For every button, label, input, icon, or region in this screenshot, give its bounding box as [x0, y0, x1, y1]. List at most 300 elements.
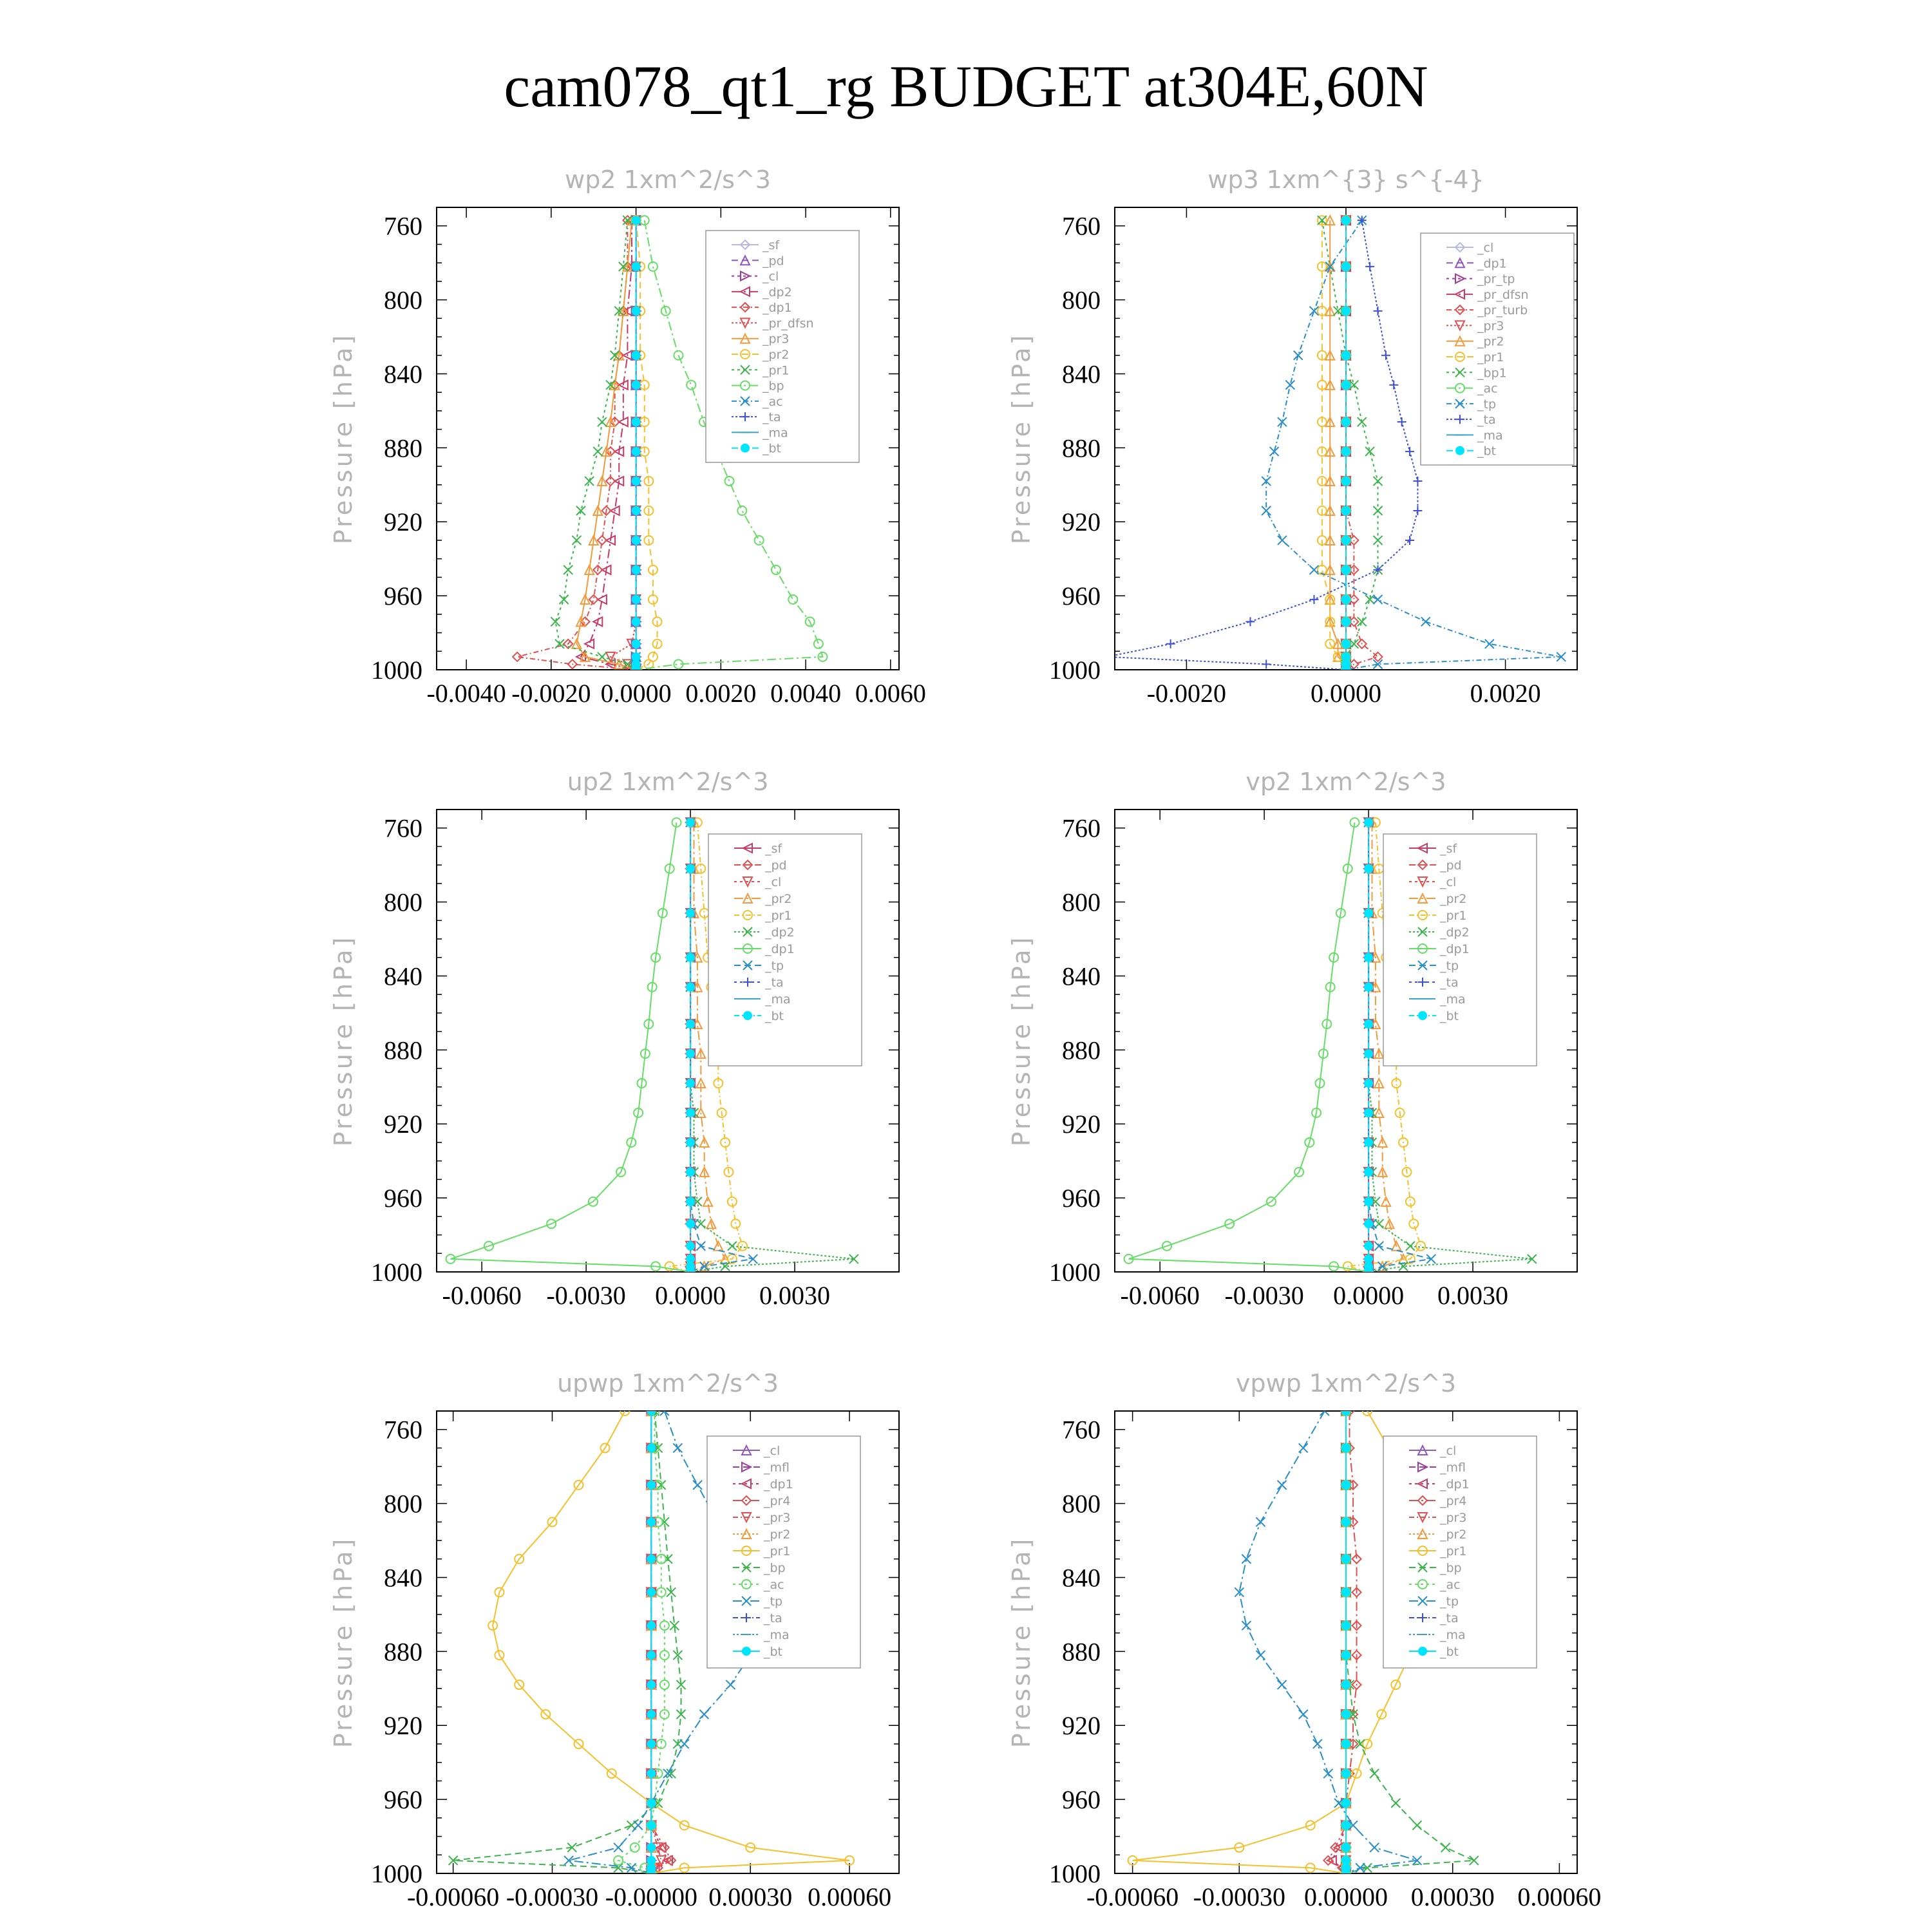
y-tick-label: 920: [384, 507, 422, 537]
legend-label: _pr3: [1440, 1511, 1467, 1525]
data-point: [1374, 595, 1383, 604]
panel-title: vp2 1xm^2/s^3: [1245, 768, 1446, 796]
series-line-ta: [1107, 220, 1418, 670]
legend-label: _ta: [762, 410, 781, 425]
legend-label: _ac: [762, 394, 783, 409]
data-point: [1341, 1710, 1350, 1719]
y-tick-label: 760: [1062, 211, 1101, 241]
legend-label: _ma: [1477, 428, 1503, 443]
x-tick-label: -0.00000: [605, 1882, 698, 1911]
data-point: [699, 1710, 708, 1719]
data-point: [1341, 1843, 1350, 1852]
legend-label: _ta: [764, 1611, 782, 1625]
legend-label: _bt: [1477, 444, 1497, 459]
data-point: [1299, 1710, 1308, 1719]
legend-label: _pr1: [762, 363, 790, 378]
x-tick-label: 0.0020: [1470, 679, 1541, 708]
data-point: [1341, 1443, 1350, 1452]
y-tick-label: 1000: [371, 1859, 422, 1888]
data-point: [1278, 417, 1287, 426]
panel-title: vpwp 1xm^2/s^3: [1235, 1369, 1457, 1397]
figure-title: cam078_qt1_rg BUDGET at304E,60N: [504, 53, 1428, 119]
data-point: [1341, 1769, 1350, 1778]
legend-label: _bt: [762, 441, 782, 456]
data-point: [1364, 1267, 1373, 1276]
x-tick-label: -0.0060: [442, 1281, 522, 1310]
panel-0: [329, 166, 926, 708]
legend-label: _ma: [1440, 1628, 1466, 1642]
legend-label: _ta: [1440, 976, 1459, 990]
y-tick-label: 840: [384, 1563, 422, 1593]
data-point: [686, 1138, 695, 1147]
data-point: [1441, 1843, 1450, 1852]
legend-label: _dp1: [764, 1477, 793, 1492]
legend-label: _tp: [1440, 959, 1459, 973]
data-point: [1364, 1138, 1373, 1147]
data-point: [1235, 1587, 1244, 1596]
data-point: [1364, 1219, 1373, 1228]
data-point: [1299, 1443, 1308, 1452]
legend-label: _cl: [1440, 875, 1457, 889]
x-tick-label: 0.00000: [1304, 1882, 1388, 1911]
x-tick-label: 0.00060: [808, 1882, 892, 1911]
data-point: [1421, 617, 1430, 626]
data-point: [1341, 565, 1350, 574]
data-point: [1370, 1843, 1379, 1852]
x-tick-label: -0.00030: [506, 1882, 599, 1911]
data-point: [1341, 1587, 1350, 1596]
data-point: [1405, 447, 1414, 456]
panel-2: [329, 768, 899, 1310]
data-point: [564, 1856, 573, 1865]
legend-label: _cl: [762, 269, 779, 284]
data-point: [649, 262, 658, 271]
data-point: [630, 1843, 639, 1852]
data-point: [686, 1219, 695, 1228]
data-point: [647, 1821, 656, 1830]
legend-label: _ac: [764, 1578, 784, 1592]
data-point: [1262, 477, 1271, 486]
data-point: [1364, 1049, 1373, 1058]
data-point: [1341, 381, 1350, 390]
data-point: [1364, 983, 1373, 992]
y-axis-label: Pressure [hPa]: [1007, 1536, 1036, 1748]
y-tick-label: 880: [384, 433, 422, 463]
y-axis-label: Pressure [hPa]: [1007, 332, 1036, 545]
data-point: [1341, 595, 1350, 604]
data-point: [1364, 909, 1373, 918]
data-point: [1166, 639, 1175, 649]
data-point: [1405, 536, 1414, 545]
y-axis-label: Pressure [hPa]: [329, 1536, 357, 1748]
data-point: [632, 536, 641, 545]
data-point: [1364, 1079, 1373, 1088]
y-tick-label: 880: [1062, 433, 1101, 463]
panel-1: [1007, 166, 1577, 708]
legend-label: _pr2: [1477, 334, 1504, 349]
x-tick-label: 0.0020: [685, 679, 757, 708]
y-tick-label: 920: [1062, 507, 1101, 537]
legend-label: _pr2: [1440, 1528, 1467, 1542]
data-point: [632, 307, 641, 316]
data-point: [1374, 307, 1383, 316]
data-point: [1341, 307, 1350, 316]
data-point: [1381, 351, 1390, 360]
y-tick-label: 800: [1062, 887, 1101, 917]
legend-label: _pr1: [764, 1544, 791, 1558]
legend-label: _dp1: [762, 301, 792, 316]
legend-label: _bt: [1440, 1645, 1459, 1659]
legend-label: _ma: [765, 992, 791, 1007]
data-point: [686, 909, 695, 918]
y-tick-label: 800: [384, 285, 422, 315]
x-tick-label: 0.00060: [1517, 1882, 1602, 1911]
legend-label: _ac: [1440, 1578, 1461, 1592]
y-tick-label: 840: [384, 359, 422, 389]
legend-label: _pd: [765, 858, 787, 873]
y-tick-label: 840: [1062, 1563, 1101, 1593]
data-point: [647, 1651, 656, 1660]
legend-label: _pr1: [765, 909, 792, 923]
x-tick-label: -0.0040: [426, 679, 506, 708]
y-tick-label: 800: [384, 1489, 422, 1519]
panel-3: [1007, 768, 1577, 1310]
data-point: [1242, 1555, 1251, 1564]
data-point: [814, 639, 823, 649]
legend-label: _pr1: [1440, 909, 1467, 923]
data-point: [686, 1168, 695, 1177]
x-tick-label: 0.00030: [708, 1882, 793, 1911]
legend-label: _pr_turb: [1477, 303, 1528, 318]
legend-label: _ma: [762, 426, 788, 440]
series-line-dp1: [1129, 822, 1368, 1272]
data-point: [726, 1680, 735, 1689]
data-point: [1341, 639, 1350, 649]
data-point: [696, 1242, 705, 1251]
data-point: [632, 216, 641, 225]
x-tick-label: 0.0030: [1437, 1281, 1509, 1310]
y-tick-label: 760: [1062, 1415, 1101, 1444]
data-point: [647, 1555, 656, 1564]
y-tick-label: 840: [1062, 961, 1101, 991]
data-point: [647, 1517, 656, 1526]
data-point: [1270, 447, 1279, 456]
data-point: [614, 1843, 623, 1852]
data-point: [686, 953, 695, 962]
legend-label: _bp: [764, 1561, 786, 1575]
data-point: [693, 1481, 702, 1490]
legend-label: _pd: [1440, 858, 1462, 873]
y-tick-label: 920: [384, 1711, 422, 1741]
legend-label: _dp1: [1440, 942, 1470, 956]
x-tick-label: 0.0030: [759, 1281, 831, 1310]
legend-label: _bp: [1440, 1561, 1462, 1575]
legend-label: _bp: [762, 379, 784, 393]
y-tick-label: 760: [384, 813, 422, 843]
x-tick-label: -0.00060: [1086, 1882, 1179, 1911]
legend-label: _pr2: [1440, 892, 1467, 906]
data-point: [1364, 818, 1373, 827]
y-tick-label: 880: [1062, 1637, 1101, 1667]
data-point: [585, 477, 594, 486]
data-point: [1413, 477, 1422, 486]
legend-label: _ac: [1477, 381, 1498, 396]
legend-marker: [742, 1647, 751, 1656]
data-point: [1323, 1769, 1332, 1778]
data-point: [1256, 1651, 1265, 1660]
data-point: [632, 447, 641, 456]
data-point: [1341, 1869, 1350, 1878]
data-point: [1413, 506, 1422, 515]
legend-label: _tp: [1440, 1595, 1459, 1609]
data-point: [632, 595, 641, 604]
x-tick-label: -0.00030: [1193, 1882, 1285, 1911]
data-point: [1313, 1739, 1322, 1748]
data-point: [632, 381, 641, 390]
legend-label: _pr4: [764, 1494, 791, 1508]
data-point: [1374, 536, 1383, 545]
y-tick-label: 1000: [371, 1258, 422, 1287]
data-point: [632, 417, 641, 426]
data-point: [1364, 1197, 1373, 1206]
data-point: [1365, 447, 1374, 456]
data-point: [1426, 1255, 1435, 1264]
panel-title: wp3 1xm^{3} s^{-4}: [1208, 166, 1484, 194]
legend-label: _pr2: [765, 892, 792, 906]
y-tick-label: 840: [1062, 359, 1101, 389]
x-tick-label: 0.0000: [1333, 1281, 1405, 1310]
data-point: [1242, 1621, 1251, 1630]
y-tick-label: 880: [384, 1637, 422, 1667]
legend-label: _ma: [1440, 992, 1466, 1007]
data-point: [1416, 1242, 1425, 1251]
legend-marker: [743, 1011, 752, 1020]
data-point: [1341, 262, 1350, 271]
data-point: [1397, 417, 1406, 426]
legend-label: _cl: [1440, 1444, 1457, 1458]
legend-marker: [1418, 1011, 1427, 1020]
legend-label: _pr_tp: [1477, 272, 1515, 287]
legend-label: _dp1: [765, 942, 795, 956]
y-tick-label: 1000: [1049, 656, 1101, 685]
data-point: [647, 1621, 656, 1630]
data-point: [1374, 477, 1383, 486]
data-point: [788, 595, 797, 604]
data-point: [1412, 1821, 1421, 1830]
data-point: [632, 506, 641, 515]
data-point: [748, 1255, 757, 1264]
data-point: [1103, 652, 1112, 661]
legend-label: _ta: [1440, 1611, 1459, 1625]
legend-label: _pr_dfsn: [1477, 287, 1529, 302]
legend-label: _tp: [1477, 397, 1497, 412]
data-point: [632, 639, 641, 649]
data-point: [1309, 595, 1318, 604]
legend-label: _dp1: [1440, 1477, 1470, 1492]
data-point: [687, 381, 696, 390]
data-point: [686, 1108, 695, 1117]
data-point: [632, 477, 641, 486]
data-point: [731, 1219, 740, 1228]
legend-label: _pr4: [1440, 1494, 1467, 1508]
data-point: [686, 1079, 695, 1088]
data-point: [1406, 1242, 1415, 1251]
data-point: [632, 665, 641, 674]
legend: [707, 1436, 860, 1668]
x-tick-label: -0.0020: [1146, 679, 1227, 708]
y-tick-label: 960: [384, 582, 422, 611]
panel-5: [1007, 1369, 1601, 1911]
data-point: [1341, 617, 1350, 626]
data-point: [647, 1799, 656, 1808]
y-axis-label: Pressure [hPa]: [329, 934, 357, 1147]
data-point: [560, 595, 569, 604]
data-point: [686, 1019, 695, 1028]
panel-4: [329, 1369, 899, 1911]
y-tick-label: 960: [384, 1184, 422, 1213]
x-tick-label: 0.0000: [655, 1281, 726, 1310]
legend-marker: [1418, 1647, 1427, 1656]
data-point: [737, 506, 746, 515]
data-point: [686, 1197, 695, 1206]
data-point: [755, 536, 764, 545]
y-axis-label: Pressure [hPa]: [1007, 934, 1036, 1147]
y-tick-label: 800: [384, 887, 422, 917]
legend-label: _ma: [764, 1628, 790, 1642]
series-line-dp1: [451, 822, 690, 1272]
legend-label: _cl: [765, 875, 782, 889]
data-point: [1364, 953, 1373, 962]
data-point: [1374, 506, 1383, 515]
y-tick-label: 920: [1062, 1711, 1101, 1741]
panel-title: wp2 1xm^2/s^3: [565, 166, 771, 194]
data-point: [593, 447, 602, 456]
data-point: [1409, 1219, 1418, 1228]
panel-title: up2 1xm^2/s^3: [567, 768, 769, 796]
legend-label: _pr_dfsn: [762, 316, 814, 331]
legend-label: _bp1: [1477, 366, 1507, 381]
data-point: [738, 1242, 747, 1251]
data-point: [585, 639, 594, 649]
data-point: [1245, 617, 1255, 626]
data-point: [686, 1242, 695, 1251]
data-point: [1341, 536, 1350, 545]
legend-label: _dp1: [1477, 256, 1507, 271]
legend: [708, 834, 862, 1066]
legend-label: _pr2: [762, 348, 790, 362]
data-point: [686, 983, 695, 992]
legend-label: _dp2: [765, 925, 795, 940]
data-point: [564, 565, 573, 574]
y-tick-label: 1000: [371, 656, 422, 685]
data-point: [1389, 381, 1398, 390]
data-point: [1341, 1739, 1350, 1748]
legend-label: _cl: [764, 1444, 781, 1458]
y-tick-label: 840: [384, 961, 422, 991]
x-tick-label: -0.0030: [546, 1281, 626, 1310]
data-point: [1391, 1799, 1400, 1808]
data-point: [673, 1443, 682, 1452]
data-point: [1262, 506, 1271, 515]
data-point: [728, 1242, 737, 1251]
x-tick-label: -0.0030: [1224, 1281, 1304, 1310]
data-point: [1364, 1108, 1373, 1117]
y-tick-label: 760: [1062, 813, 1101, 843]
data-point: [686, 864, 695, 873]
data-point: [1358, 417, 1367, 426]
data-point: [1341, 1481, 1350, 1490]
data-point: [647, 1443, 656, 1452]
y-tick-label: 960: [1062, 1184, 1101, 1213]
data-point: [772, 565, 781, 574]
legend-label: _dp2: [1440, 925, 1470, 940]
legend-label: _pr3: [762, 332, 790, 346]
legend-label: _ta: [765, 976, 784, 990]
data-point: [647, 1710, 656, 1719]
data-point: [572, 536, 581, 545]
legend-label: _bt: [765, 1009, 784, 1023]
data-point: [647, 1843, 656, 1852]
data-point: [725, 477, 734, 486]
y-tick-label: 960: [384, 1785, 422, 1815]
data-point: [1341, 477, 1350, 486]
data-point: [1374, 1242, 1383, 1251]
x-tick-label: -0.0060: [1120, 1281, 1200, 1310]
legend: [1383, 834, 1537, 1066]
y-tick-label: 880: [1062, 1036, 1101, 1065]
data-point: [1364, 1019, 1373, 1028]
legend-label: _mfl: [764, 1461, 790, 1475]
legend-label: _sf: [762, 238, 780, 252]
x-tick-label: 0.0000: [1311, 679, 1381, 708]
legend-label: _pr3: [764, 1511, 791, 1525]
data-point: [1341, 1621, 1350, 1630]
y-tick-label: 920: [384, 1110, 422, 1139]
y-tick-label: 920: [1062, 1110, 1101, 1139]
y-tick-label: 1000: [1049, 1859, 1101, 1888]
data-point: [1341, 1680, 1350, 1689]
legend-label: _bt: [764, 1645, 783, 1659]
legend-label: _mfl: [1440, 1461, 1466, 1475]
data-point: [1365, 262, 1374, 271]
data-point: [632, 565, 641, 574]
x-tick-label: 0.0060: [855, 679, 926, 708]
y-tick-label: 1000: [1049, 1258, 1101, 1287]
panel-title: upwp 1xm^2/s^3: [557, 1369, 779, 1397]
y-tick-label: 960: [1062, 582, 1101, 611]
y-tick-label: 760: [384, 1415, 422, 1444]
data-point: [1341, 1651, 1350, 1660]
data-point: [1341, 1406, 1350, 1416]
data-point: [1278, 536, 1287, 545]
legend-label: _pr3: [1477, 319, 1504, 334]
data-point: [1341, 447, 1350, 456]
data-point: [1341, 417, 1350, 426]
data-point: [1341, 1555, 1350, 1564]
data-point: [1278, 1481, 1287, 1490]
x-tick-label: 0.0040: [770, 679, 842, 708]
data-point: [647, 1769, 656, 1778]
data-point: [1341, 665, 1350, 674]
x-tick-label: -0.00060: [406, 1882, 500, 1911]
legend-label: _pr2: [764, 1528, 791, 1542]
data-point: [647, 1869, 656, 1878]
data-point: [1341, 506, 1350, 515]
data-point: [1470, 1856, 1479, 1865]
data-point: [1364, 1168, 1373, 1177]
legend: [1421, 233, 1574, 465]
legend-label: _tp: [764, 1595, 783, 1609]
